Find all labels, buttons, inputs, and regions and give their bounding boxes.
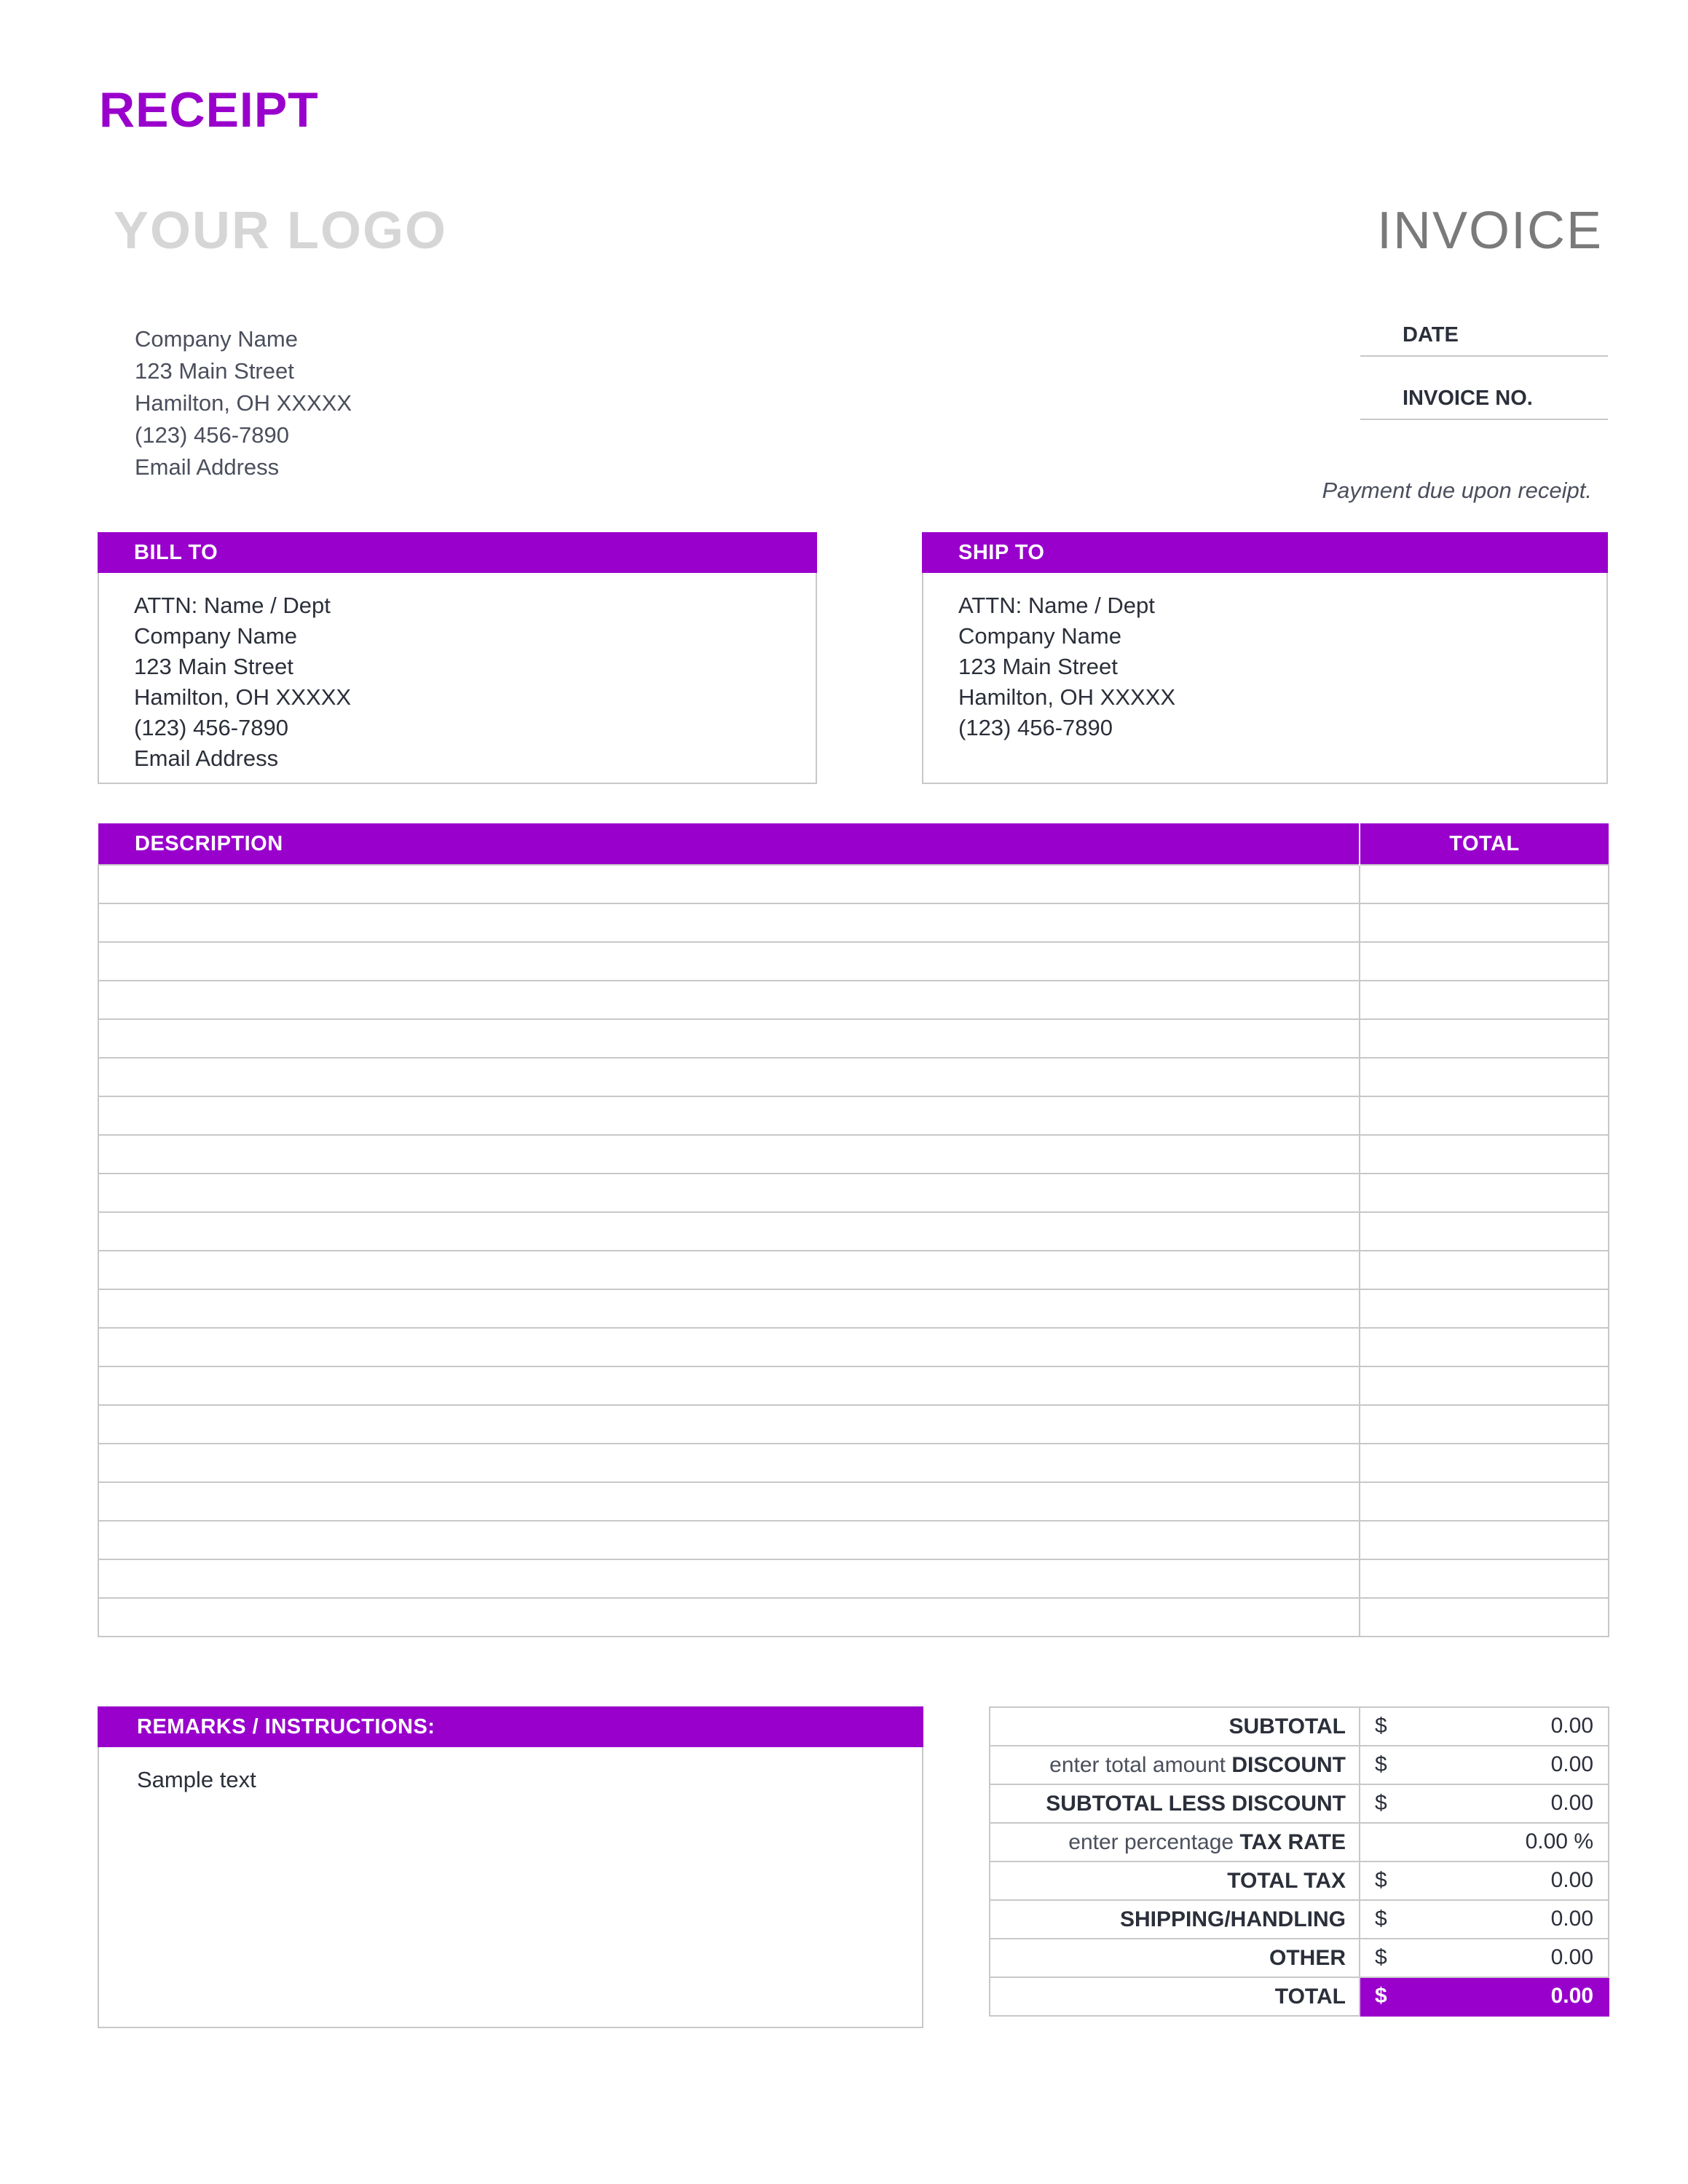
bill-to-heading: BILL TO <box>98 532 817 573</box>
ship-to-lines[interactable] <box>958 590 1175 743</box>
total-cell[interactable] <box>1360 1598 1609 1637</box>
table-row <box>98 942 1609 981</box>
total-cell[interactable] <box>1360 1135 1609 1174</box>
total-cell[interactable] <box>1360 1482 1609 1521</box>
description-cell[interactable] <box>98 1135 1360 1174</box>
bill-to-street: 123 Main Street <box>134 654 293 679</box>
total-tax-value[interactable]: $ 0.00 <box>1360 1861 1609 1900</box>
table-row <box>98 1366 1609 1405</box>
table-row <box>98 1598 1609 1637</box>
subtotal-label: SUBTOTAL <box>990 1707 1360 1746</box>
summary-row-tax-rate <box>990 1823 1609 1861</box>
table-row <box>98 1058 1609 1096</box>
discount-label: enter total amount DISCOUNT <box>990 1746 1360 1784</box>
line-items-table <box>98 823 1609 1637</box>
description-cell[interactable] <box>98 1289 1360 1328</box>
bill-to-email: Email Address <box>134 745 279 771</box>
description-column-header: DESCRIPTION <box>98 823 1360 865</box>
total-column-header: TOTAL <box>1360 823 1609 865</box>
total-cell[interactable] <box>1360 1328 1609 1366</box>
table-row <box>98 1212 1609 1251</box>
description-cell[interactable] <box>98 1366 1360 1405</box>
table-header-row <box>98 823 1609 865</box>
company-address <box>135 323 352 483</box>
total-cell[interactable] <box>1360 1019 1609 1058</box>
discount-value[interactable]: $ 0.00 <box>1360 1746 1609 1784</box>
total-cell[interactable] <box>1360 1521 1609 1559</box>
company-email: Email Address <box>135 454 280 480</box>
total-value[interactable]: $ 0.00 <box>1360 1977 1609 2016</box>
ship-to-street: 123 Main Street <box>958 654 1118 679</box>
total-tax-label: TOTAL TAX <box>990 1861 1360 1900</box>
table-row <box>98 1096 1609 1135</box>
logo-placeholder: YOUR LOGO <box>114 202 448 260</box>
tax-rate-value[interactable]: 0.00 % <box>1360 1823 1609 1861</box>
table-row <box>98 1559 1609 1598</box>
summary-row-subtotal-less-discount <box>990 1784 1609 1823</box>
company-name: Company Name <box>135 326 298 352</box>
total-cell[interactable] <box>1360 1251 1609 1289</box>
table-row <box>98 1482 1609 1521</box>
invoice-number-label: INVOICE NO. <box>1403 387 1533 410</box>
bill-to-box <box>98 532 817 784</box>
total-cell[interactable] <box>1360 1096 1609 1135</box>
table-row <box>98 1019 1609 1058</box>
shipping-label: SHIPPING/HANDLING <box>990 1900 1360 1939</box>
ship-to-phone: (123) 456-7890 <box>958 715 1113 740</box>
other-label: OTHER <box>990 1939 1360 1977</box>
other-value[interactable]: $ 0.00 <box>1360 1939 1609 1977</box>
tax-rate-label: enter percentage TAX RATE <box>990 1823 1360 1861</box>
invoice-number-field[interactable] <box>1360 387 1608 420</box>
description-cell[interactable] <box>98 1521 1360 1559</box>
summary-table <box>989 1706 1609 2017</box>
bill-to-lines[interactable] <box>134 590 351 774</box>
table-row <box>98 1251 1609 1289</box>
total-cell[interactable] <box>1360 1366 1609 1405</box>
table-row <box>98 1521 1609 1559</box>
total-cell[interactable] <box>1360 1174 1609 1212</box>
bill-to-phone: (123) 456-7890 <box>134 715 288 740</box>
date-field[interactable] <box>1360 323 1608 357</box>
summary-row-total-tax <box>990 1861 1609 1900</box>
bill-to-city: Hamilton, OH XXXXX <box>134 684 352 710</box>
total-cell[interactable] <box>1360 865 1609 903</box>
company-phone: (123) 456-7890 <box>135 422 289 448</box>
total-cell[interactable] <box>1360 903 1609 942</box>
bill-to-attn: ATTN: Name / Dept <box>134 593 331 618</box>
total-cell[interactable] <box>1360 981 1609 1019</box>
description-cell[interactable] <box>98 1405 1360 1444</box>
total-cell[interactable] <box>1360 1058 1609 1096</box>
total-cell[interactable] <box>1360 1405 1609 1444</box>
table-row <box>98 981 1609 1019</box>
summary-row-discount <box>990 1746 1609 1784</box>
description-cell[interactable] <box>98 1058 1360 1096</box>
description-cell[interactable] <box>98 865 1360 903</box>
description-cell[interactable] <box>98 1482 1360 1521</box>
total-cell[interactable] <box>1360 942 1609 981</box>
description-cell[interactable] <box>98 1019 1360 1058</box>
company-city: Hamilton, OH XXXXX <box>135 390 352 416</box>
ship-to-city: Hamilton, OH XXXXX <box>958 684 1176 710</box>
description-cell[interactable] <box>98 1444 1360 1482</box>
table-row <box>98 1328 1609 1366</box>
subtotal-less-discount-label: SUBTOTAL LESS DISCOUNT <box>990 1784 1360 1823</box>
description-cell[interactable] <box>98 1096 1360 1135</box>
description-cell[interactable] <box>98 1212 1360 1251</box>
summary-row-total <box>990 1977 1609 2016</box>
summary-row-shipping <box>990 1900 1609 1939</box>
remarks-heading: REMARKS / INSTRUCTIONS: <box>98 1706 923 1747</box>
total-label: TOTAL <box>990 1977 1360 2016</box>
company-street: 123 Main Street <box>135 358 294 384</box>
remarks-box <box>98 1706 923 2028</box>
description-cell[interactable] <box>98 981 1360 1019</box>
table-row <box>98 1135 1609 1174</box>
shipping-value[interactable]: $ 0.00 <box>1360 1900 1609 1939</box>
description-cell[interactable] <box>98 1328 1360 1366</box>
description-cell[interactable] <box>98 1174 1360 1212</box>
bill-to-company: Company Name <box>134 623 297 649</box>
subtotal-less-discount-value[interactable]: $ 0.00 <box>1360 1784 1609 1823</box>
description-cell[interactable] <box>98 1559 1360 1598</box>
receipt-title: RECEIPT <box>99 82 319 138</box>
ship-to-heading: SHIP TO <box>922 532 1608 573</box>
description-cell[interactable] <box>98 1598 1360 1637</box>
description-cell[interactable] <box>98 1251 1360 1289</box>
remarks-text[interactable]: Sample text <box>137 1767 256 1792</box>
table-row <box>98 1444 1609 1482</box>
table-row <box>98 865 1609 903</box>
ship-to-box <box>922 532 1608 784</box>
subtotal-value[interactable]: $ 0.00 <box>1360 1707 1609 1746</box>
table-row <box>98 1174 1609 1212</box>
total-cell[interactable] <box>1360 1212 1609 1251</box>
ship-to-company: Company Name <box>958 623 1121 649</box>
summary-row-other <box>990 1939 1609 1977</box>
total-cell[interactable] <box>1360 1289 1609 1328</box>
payment-note: Payment due upon receipt. <box>1322 478 1592 503</box>
invoice-title: INVOICE <box>1376 202 1603 260</box>
table-row <box>98 1289 1609 1328</box>
date-label: DATE <box>1403 323 1459 347</box>
description-cell[interactable] <box>98 903 1360 942</box>
table-row <box>98 903 1609 942</box>
table-row <box>98 1405 1609 1444</box>
description-cell[interactable] <box>98 942 1360 981</box>
summary-row-subtotal <box>990 1707 1609 1746</box>
ship-to-attn: ATTN: Name / Dept <box>958 593 1155 618</box>
total-cell[interactable] <box>1360 1559 1609 1598</box>
total-cell[interactable] <box>1360 1444 1609 1482</box>
